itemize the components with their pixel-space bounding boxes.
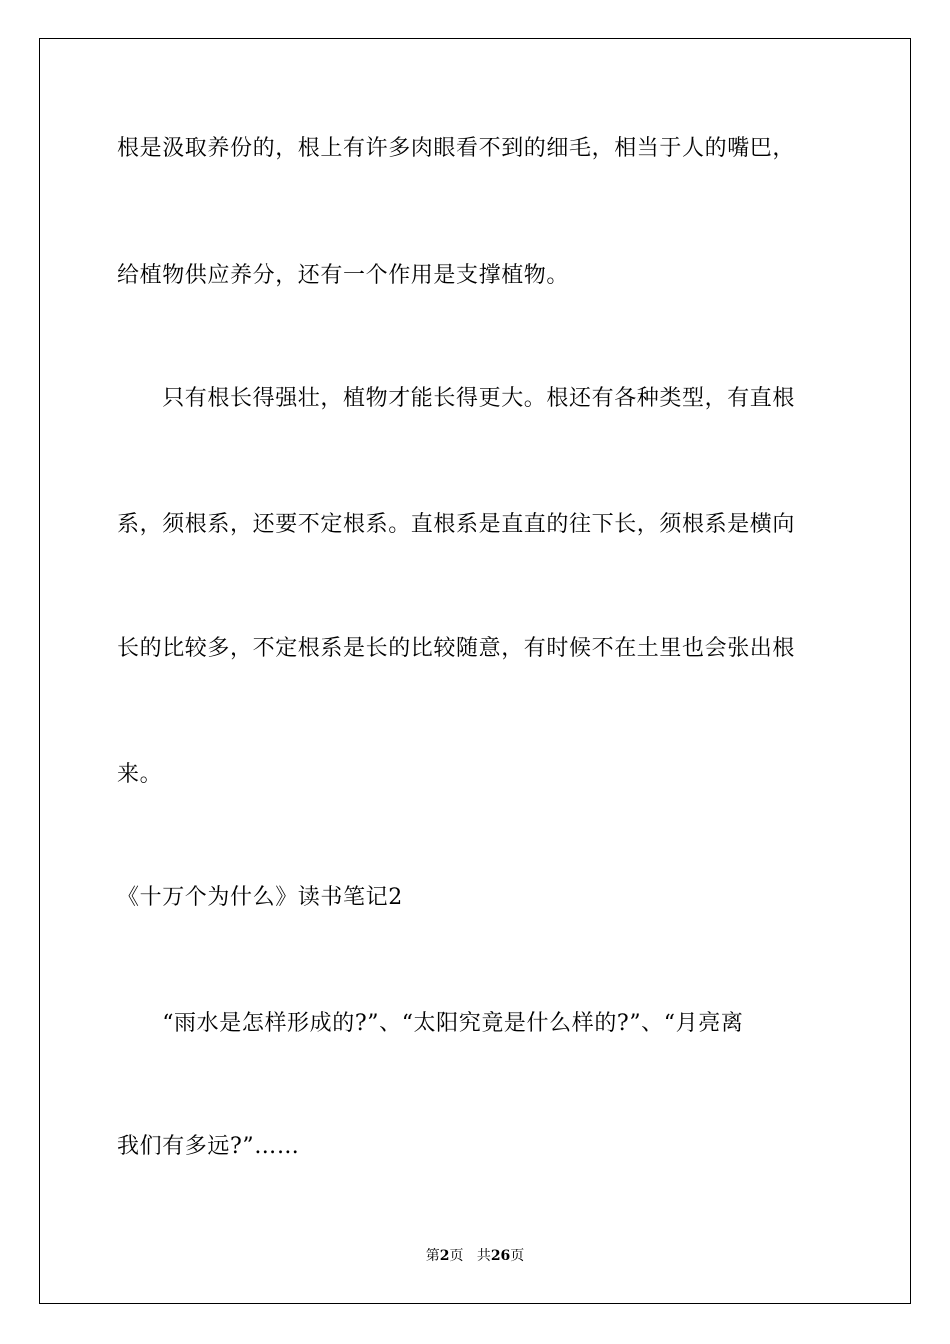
page-footer: [0, 1247, 950, 1265]
paragraph-line: 来。: [117, 762, 163, 787]
paragraph-line: “雨水是怎样形成的?”、“太阳究竟是什么样的?”、“月亮离: [117, 1011, 744, 1036]
footer-total-prefix: 共: [476, 1248, 491, 1264]
footer-total-suffix: 页: [510, 1248, 525, 1264]
paragraph-line: 根是汲取养份的，根上有许多肉眼看不到的细毛，相当于人的嘴巴，: [117, 136, 796, 161]
paragraph-line: 我们有多远?”……: [117, 1134, 300, 1159]
page-border: [39, 38, 911, 1304]
paragraph-line: 只有根长得强壮，植物才能长得更大。根还有各种类型，有直根: [117, 386, 796, 411]
footer-page-suffix: 页: [449, 1248, 464, 1264]
paragraph-line: 系，须根系，还要不定根系。直根系是直直的往下长，须根系是横向: [117, 512, 796, 537]
footer-page-number: 2: [439, 1248, 450, 1264]
footer-page-prefix: 第: [425, 1248, 440, 1264]
paragraph-line: 长的比较多，不定根系是长的比较随意，有时候不在土里也会张出根: [117, 636, 796, 661]
paragraph-line: 给植物供应养分，还有一个作用是支撑植物。: [117, 263, 570, 288]
section-heading: 《十万个为什么》读书笔记2: [117, 885, 403, 910]
footer-total-pages: 26: [490, 1248, 511, 1264]
